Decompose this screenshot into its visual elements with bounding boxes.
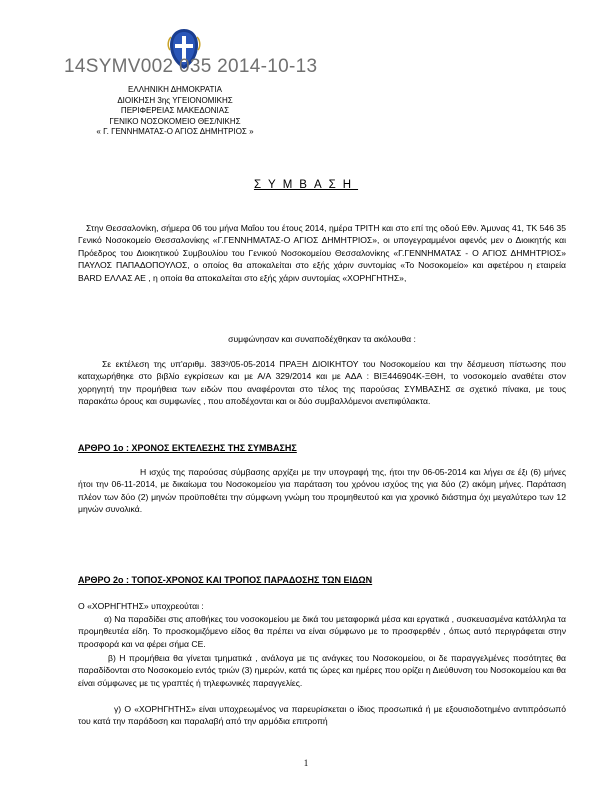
letterhead-line: ΕΛΛΗΝΙΚΗ ΔΗΜΟΚΡΑΤΙΑ xyxy=(128,85,222,94)
item-c-text: γ) Ο «ΧΟΡΗΓΗΤΗΣ» είναι υποχρεωμένος να παρευρίσκεται ο ίδιος προσωπικά ή με εξουσιοδοτημένο αντιπρόσωπό του κατά την παράδοση και παραλαβή από την αρμόδια επιτροπή xyxy=(78,704,566,727)
intro-text: Στην Θεσσαλονίκη, σήμερα 06 του μήνα Μαΐου του έτους 2014, ημέρα ΤΡΙΤΗ και στο επί της οδού Εθν. Άμυνας 41, ΤΚ 546 35 Γενικό Νοσοκομείο Θεσσαλονίκης «Γ.ΓΕΝΝΗΜΑΤΑΣ-Ο ΑΓΙΟΣ ΔΗΜΗΤΡΙΟΣ», οι υπογεγραμμένοι αφενός μεν ο Διοικητής και Πρόεδρος του Διοικητικού Συμβουλίου του Γενικού Νοσοκομείου Θεσσαλονίκης «Γ.ΓΕΝΝΗΜΑΤΑΣ - Ο ΑΓΙΟΣ ΔΗΜΗΤΡΙΟΣ» ΠΑΥΛΟΣ ΠΑΠΑΔΟΠΟΥΛΟΣ, ο οποίος θα αποκαλείται στο εξής χάριν συντομίας «Το Νοσοκομείο» και αφετέρου η εταιρεία BARD ΕΛΛΑΣ ΑΕ , η οποία θα αποκαλείται στο εξής χάριν συντομίας «ΧΟΡΗΓΗΤΗΣ», xyxy=(78,223,566,283)
document-title: ΣΥΜΒΑΣΗ xyxy=(253,179,359,191)
article1-text: Η ισχύς της παρούσας σύμβασης αρχίζει με την υπογραφή της, ήτοι την 06-05-2014 και λήγει σε έξι (6) μήνες ήτοι την 06-11-2014, με δικαίωμα του Νοσοκομείου για παράταση του χρόνου ισχύος της για δύο (2) ακόμη μήνες. Παράταση πλέον των δύο (2) μηνών προϋποθέτει την σύμφωνη γνώμη του προμηθευτού και για χρονικό διάστημα όχι μεγαλύτερο των 12 μηνών συνολικά. xyxy=(78,467,566,515)
item-a-text: α) Να παραδίδει στις αποθήκες του νοσοκομείου με δικά του μεταφορικά μέσα και εργατικά , συσκευασμένα κατάλληλα τα προμηθευτέα είδη. Το προσκομιζόμενο είδος θα πρέπει να είναι σύμφωνο με το προσφερθέν , όπως αυτό περιγράφεται στην προσφορά και να φέρει σήμα CE. xyxy=(78,614,566,649)
letterhead-line: ΓΕΝΙΚΟ ΝΟΣΟΚΟΜΕΙΟ ΘΕΣ/ΝΙΚΗΣ xyxy=(109,116,241,126)
page-number: 1 xyxy=(303,758,309,768)
letterhead-line: ΔΙΟΙΚΗΣΗ 3ης ΥΓΕΙΟΝΟΜΙΚΗΣ xyxy=(117,95,233,105)
document-stamp: 14SYMV002 035 2014-10-13 xyxy=(64,56,318,77)
article2-item-a xyxy=(78,613,566,650)
execution-paragraph xyxy=(78,358,566,408)
item-b-text: β) Η προμήθεια θα γίνεται τμηματικά , ανάλογα με τις ανάγκες του Νοσοκομείου, οι δε παραγγελμένες ποσότητες θα παραδίδονται στο Νοσοκομείο εντός τριών (3) ημερών, κατά τις ώρες και ημέρες που ορίζει η Διεύθυνση του Νοσοκομείου και θα είναι σύμφωνες με τις γραπτές ή τηλεφωνικές παραγγελίες. xyxy=(78,653,566,688)
article1-paragraph xyxy=(78,466,566,516)
intro-paragraph xyxy=(78,222,566,284)
article2-lead: Ο «ΧΟΡΗΓΗΤΗΣ» υποχρεούται : xyxy=(78,601,204,611)
letterhead-line: ΠΕΡΙΦΕΡΕΙΑΣ ΜΑΚΕΔΟΝΙΑΣ xyxy=(120,106,230,116)
article2-item-c xyxy=(78,703,566,728)
article1-heading: ΑΡΘΡΟ 1ο : ΧΡΟΝΟΣ ΕΚΤΕΛΕΣΗΣ ΤΗΣ ΣΥΜΒΑΣΗΣ xyxy=(78,443,297,453)
agreed-line: συμφώνησαν και συναποδέχθηκαν τα ακόλουθα : xyxy=(228,334,416,344)
letterhead-line: « Γ. ΓΕΝΝΗΜΑΤΑΣ-Ο ΑΓΙΟΣ ΔΗΜΗΤΡΙΟΣ » xyxy=(96,127,254,137)
execution-text: Σε εκτέλεση της υπ'αριθμ. 383ᵒ/05-05-2014 ΠΡΑΞΗ ΔΙΟΙΚΗΤΟΥ του Νοσοκομείου και την δέσμευση πίστωσης που καταχωρήθηκε στο βιβλίο εγκρίσεων και με Α/Α 329/2014 και με ΑΔΑ : ΒΙΞ446904Κ-ΞΘΗ, το νοσοκομείο αναθέτει στον χορηγητή την προμήθεια των ειδών που αναφέρονται στο τέλος της παρούσας ΣΥΜΒΑΣΗΣ σε σχετικό πίνακα, με τους παρακάτω όρους και συμφωνίες , που αποδέχονται και οι δύο συμβαλλόμενοι ανεπιφύλακτα. xyxy=(78,359,566,407)
letterhead xyxy=(60,85,290,138)
article2-heading: ΑΡΘΡΟ 2ο : ΤΟΠΟΣ-ΧΡΟΝΟΣ ΚΑΙ ΤΡΟΠΟΣ ΠΑΡΑΔΟΣΗΣ ΤΩΝ ΕΙΔΩΝ xyxy=(78,575,373,585)
article2-item-b xyxy=(78,652,566,689)
